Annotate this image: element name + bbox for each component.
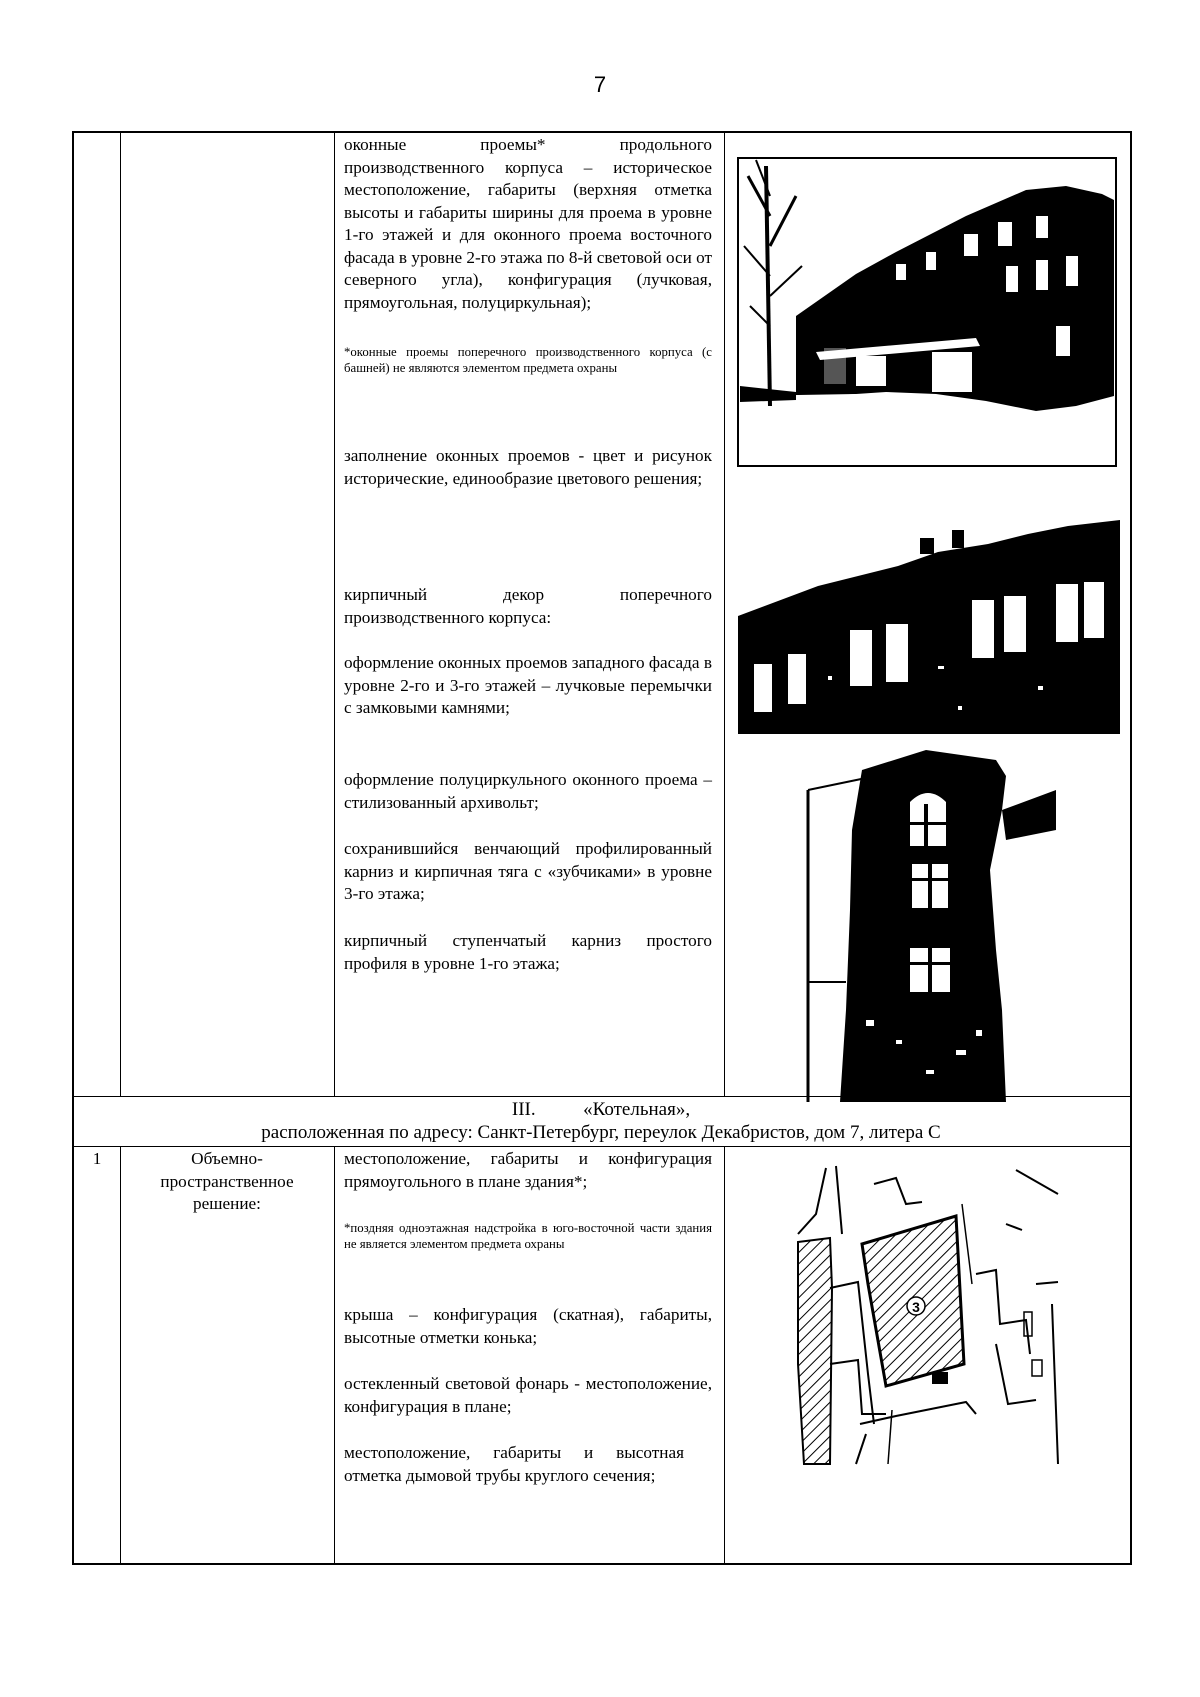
- site-plan-drawing: [796, 1164, 1062, 1466]
- column-divider-1-upper: [120, 131, 121, 1096]
- upper-item-archivolt: оформление полуциркульного оконного проема – стилизованный архивольт;: [344, 770, 712, 812]
- photo-arched-window-corner: [806, 750, 1060, 1102]
- photo-production-building: [736, 156, 1118, 468]
- plan-marker-label: 3: [912, 1299, 920, 1315]
- row-note: *поздняя одноэтажная надстройка в юго-восточной части здания не является элементом предмета охраны: [344, 1221, 712, 1251]
- upper-item-west-facade: оформление оконных проемов западного фасада в уровне 2-го и 3-го этажей – лучковые перемычки с замковыми камнями;: [344, 653, 712, 717]
- row-item-location-dimensions: местоположение, габариты и конфигурация прямоугольного в плане здания*;: [344, 1149, 712, 1191]
- column-divider-3-lower: [724, 1146, 725, 1564]
- section-heading-line2: расположенная по адресу: Санкт-Петербург, переулок Декабристов, дом 7, литера С: [261, 1122, 941, 1143]
- photo-transverse-building-facade: [738, 516, 1120, 734]
- row-item-chimney: местоположение, габариты и высотная отметка дымовой трубы круглого сечения;: [344, 1443, 684, 1485]
- row-item-skylight: остекленный световой фонарь - местоположение, конфигурация в плане;: [344, 1374, 712, 1416]
- row-item-roof: крыша – конфигурация (скатная), габариты, высотные отметки конька;: [344, 1305, 712, 1347]
- row-number: 1: [92, 1149, 102, 1168]
- upper-note: *оконные проемы поперечного производственного корпуса (с башней) не являются элементом предмета охраны: [344, 345, 712, 375]
- table-border-top: [72, 131, 1132, 133]
- upper-item-brick-decor: кирпичный декор поперечного производственного корпуса:: [344, 585, 712, 627]
- column-divider-1-lower: [120, 1146, 121, 1564]
- column-divider-3-upper: [724, 131, 725, 1096]
- upper-item-cornice: сохранившийся венчающий профилированный карниз и кирпичная тяга с «зубчиками» в уровне 3-го этажа;: [344, 839, 712, 903]
- table-border-left: [72, 131, 74, 1565]
- row-label: Объемно-пространственное решение:: [160, 1149, 294, 1213]
- table-border-bottom: [72, 1563, 1132, 1565]
- page-number: 7: [593, 72, 607, 97]
- table-border-right: [1130, 131, 1132, 1565]
- upper-item-window-openings: оконные проемы* продольного производственного корпуса – историческое местоположение, габариты (верхняя отметка высоты и габариты ширины для проема в уровне 1-го этажей и для оконного проема восточного фасада в уровне 2-го этажа по 8-й световой оси от северного угла), конфигурация (лучковая, прямоугольная, полуциркульная);: [344, 135, 712, 312]
- section-divider-bottom: [72, 1146, 1132, 1147]
- column-divider-2-lower: [334, 1146, 335, 1564]
- upper-item-window-fill: заполнение оконных проемов - цвет и рисунок исторические, единообразие цветового решения;: [344, 446, 712, 488]
- section-heading-line1: III. «Котельная»,: [511, 1099, 691, 1120]
- upper-item-stepped-cornice: кирпичный ступенчатый карниз простого профиля в уровне 1-го этажа;: [344, 931, 712, 973]
- column-divider-2-upper: [334, 131, 335, 1096]
